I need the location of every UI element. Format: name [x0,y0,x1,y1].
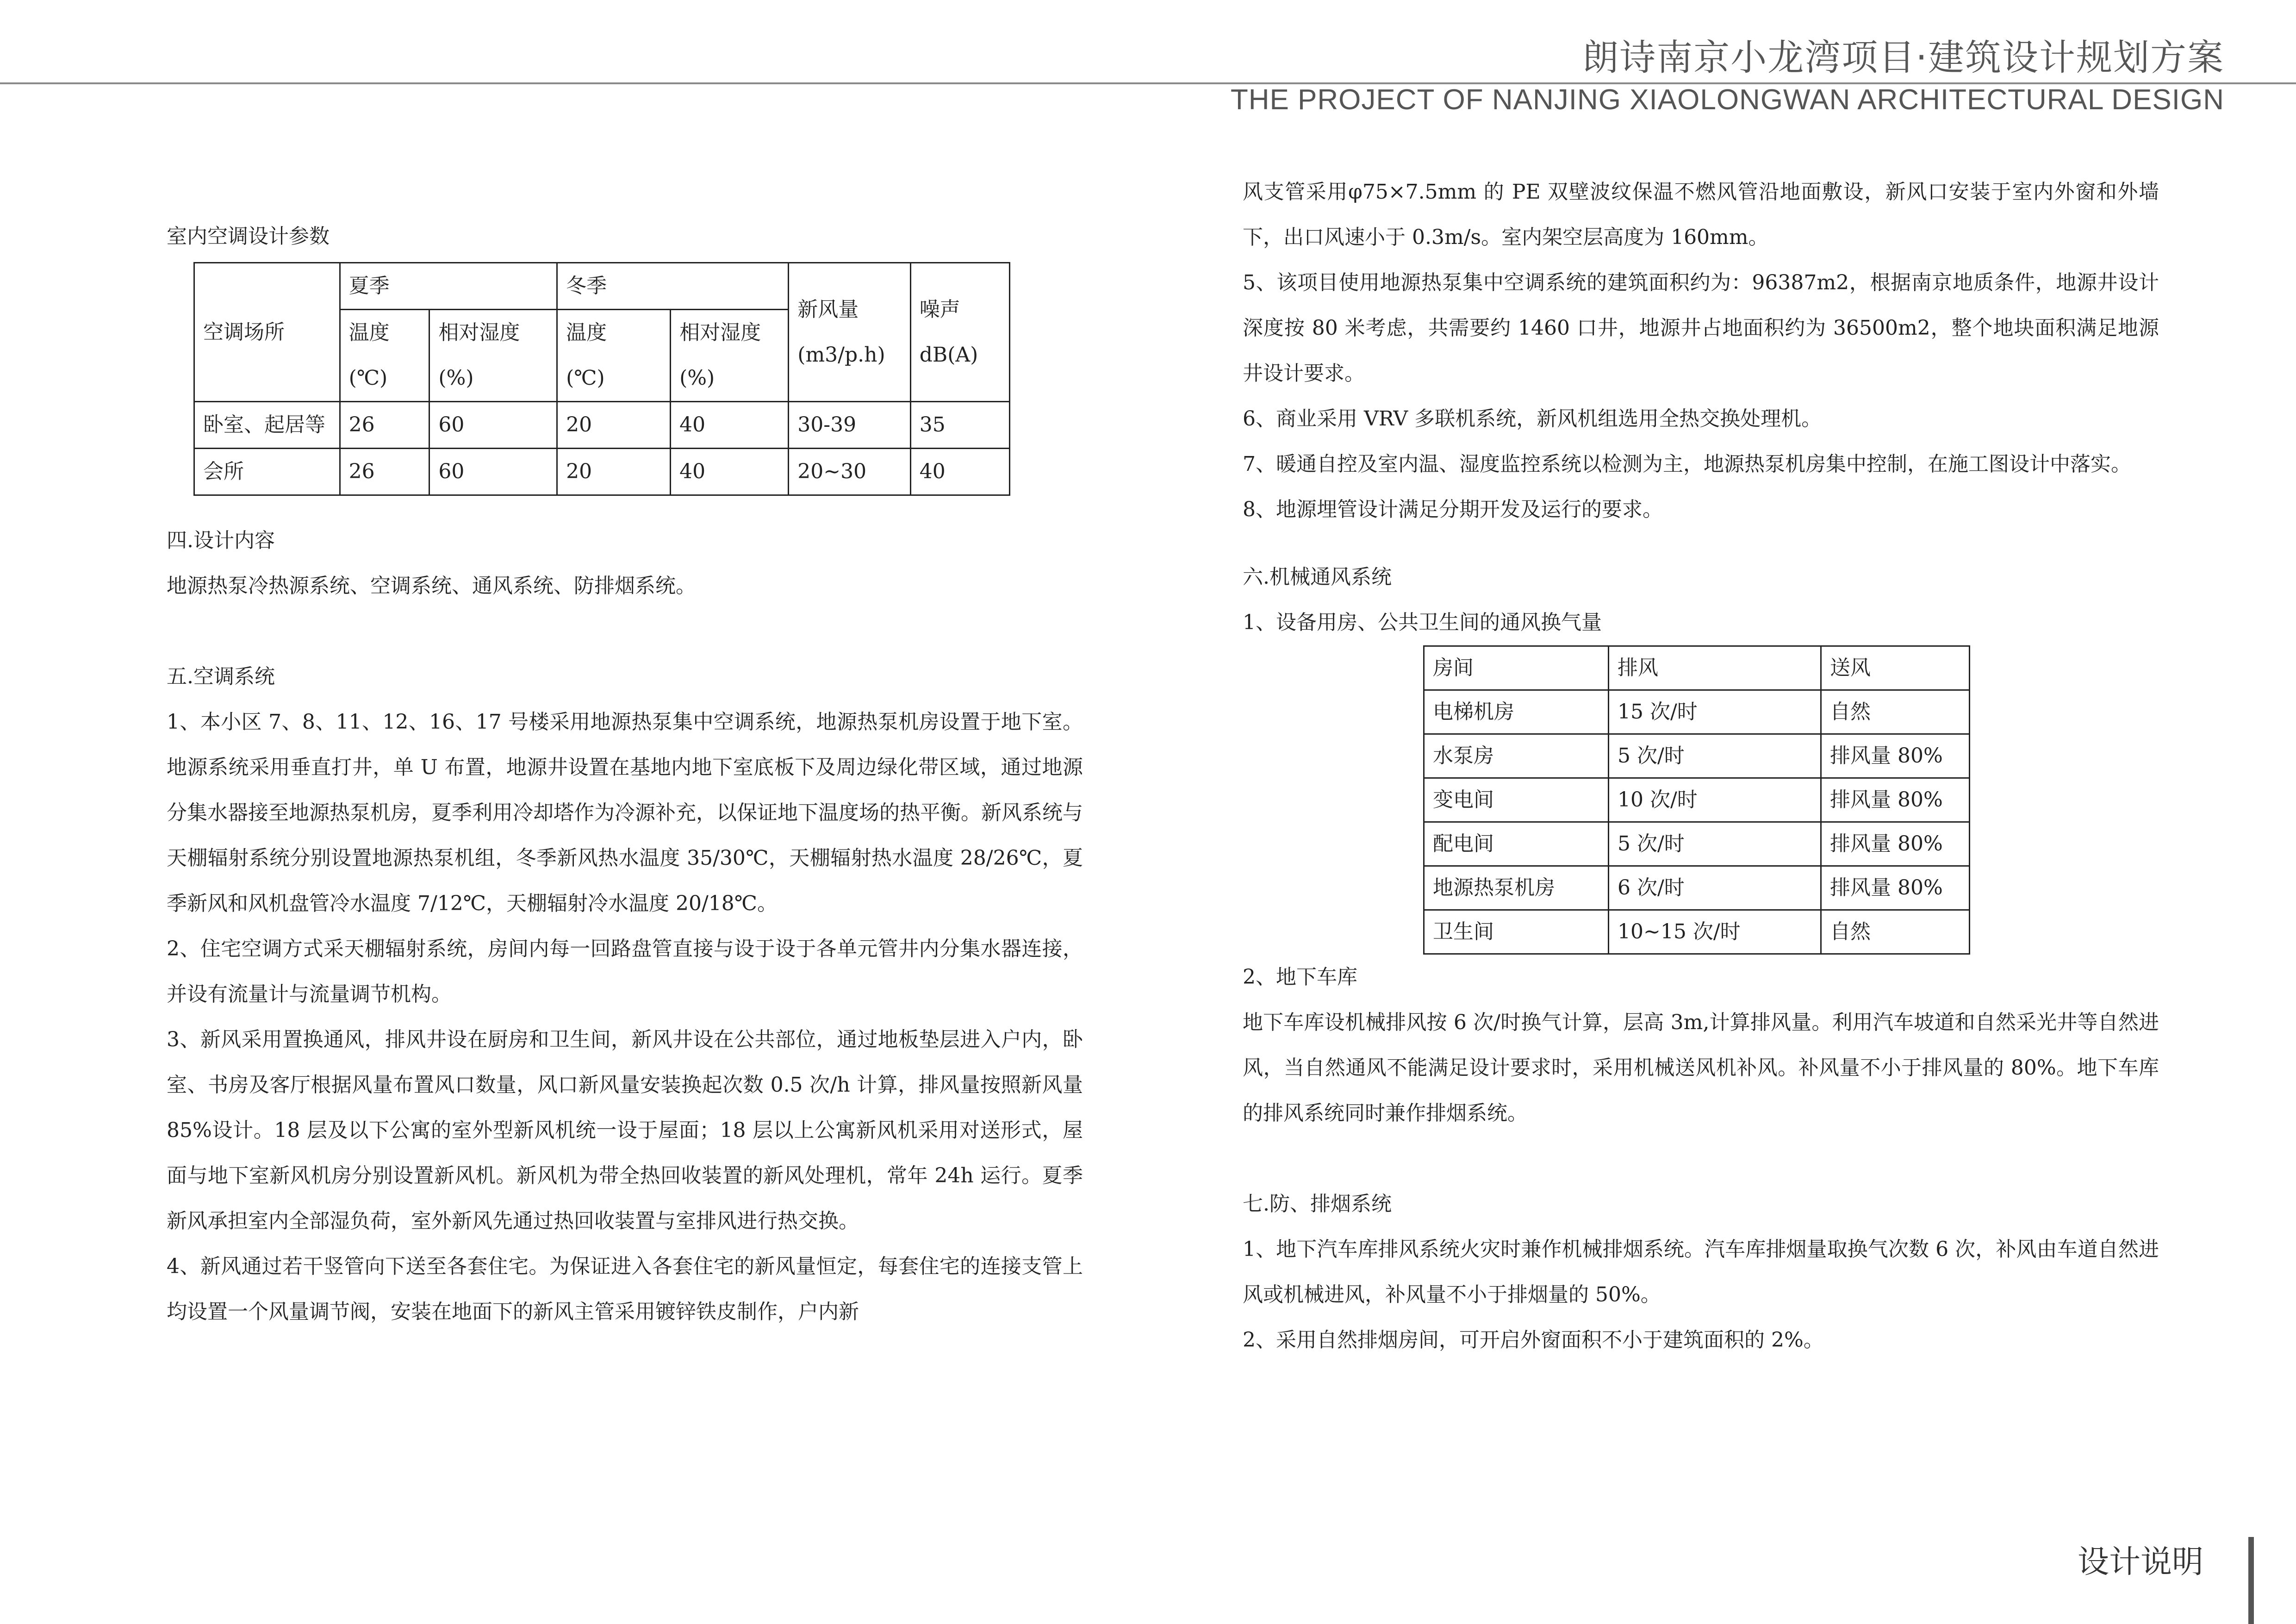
section-5-paragraph-3: 3、新风采用置换通风，排风井设在厨房和卫生间，新风井设在公共部位，通过地板垫层进入户内，卧室、书房及客厅根据风量布置风口数量，风口新风量安装换起次数 0.5 次/h 计算，排风量按照新风量 85%设计。18 层及以下公寓的室外型新风机统一设于屋面；18 层以上公寓新风机采用对送形式，屋面与地下室新风机房分别设置新风机。新风机为带全热回收装置的新风处理机，常年 24h 运行。夏季新风承担室内全部湿负荷，室外新风先通过热回收装置与室排风进行热交换。 [167,1028,1083,1233]
table-header-row [1424,646,1970,690]
section-4-title: 四.设计内容 [167,529,275,552]
table-row [194,449,1010,495]
header-exhaust: 排风 [1609,646,1821,690]
header-fresh-air-unit: (m3/p.h) [797,343,885,367]
header-supply: 送风 [1821,646,1970,690]
header-fresh-air-label: 新风量 [797,297,859,321]
temp-label: 温度 [348,321,390,344]
header-noise-label: 噪声 [919,297,960,321]
section-6-subtitle-1: 1、设备用房、公共卫生间的通风换气量 [1243,611,1602,634]
header-winter: 冬季 [557,263,789,310]
cell-winter-rh: 40 [671,402,789,449]
cell-winter-rh: 40 [671,449,789,495]
section-label: 设计说明 [2077,1544,2203,1580]
rh-label: 相对湿度 [679,321,761,344]
cell-winter-temp: 20 [557,449,671,495]
table-row [1424,734,1970,778]
header-noise [910,263,1009,402]
cell-exhaust: 5 次/时 [1609,734,1821,778]
cell-exhaust: 10 次/时 [1609,778,1821,822]
section-6-title: 六.机械通风系统 [1243,565,1392,589]
temp-unit: (℃) [348,366,388,390]
right-column [1243,169,2159,1363]
cell-room: 配电间 [1424,822,1609,866]
cell-exhaust: 5 次/时 [1609,822,1821,866]
header-fresh-air [789,263,910,402]
cell-noise: 40 [910,449,1009,495]
section-7-paragraph-1: 1、地下汽车库排风系统火灾时兼作机械排烟系统。汽车库排烟量取换气次数 6 次，补风由车道自然进风或机械进风，补风量不小于排烟量的 50%。 [1243,1237,2159,1306]
table-row [1424,910,1970,954]
table-row [194,402,1010,449]
rh-unit: (%) [679,366,715,390]
document-title: 朗诗南京小龙湾项目·建筑设计规划方案 [1582,37,2224,79]
header-summer-temp [340,310,429,402]
cell-supply: 自然 [1821,910,1970,954]
section-5-paragraph-4: 4、新风通过若干竖管向下送至各套住宅。为保证进入各套住宅的新风量恒定，每套住宅的连接支管上均设置一个风量调节阀，安装在地面下的新风主管采用镀锌铁皮制作，户内新 [167,1255,1083,1324]
cell-room: 卫生间 [1424,910,1609,954]
cell-noise: 35 [910,402,1009,449]
cell-room: 电梯机房 [1424,690,1609,734]
section-5-paragraph-6: 6、商业采用 VRV 多联机系统，新风机组选用全热交换处理机。 [1243,407,1822,431]
table-row [1424,822,1970,866]
section-5-paragraph-5: 5、该项目使用地源热泵集中空调系统的建筑面积约为：96387m2，根据南京地质条件，地源井设计深度按 80 米考虑，共需要约 1460 口井，地源井占地面积约为 36500m2，整个地块面积满足地源井设计要求。 [1243,271,2159,385]
section-7-title: 七.防、排烟系统 [1243,1192,1392,1216]
rh-label: 相对湿度 [438,321,520,344]
cell-supply: 排风量 80% [1821,866,1970,910]
cell-room: 变电间 [1424,778,1609,822]
header-place: 空调场所 [194,263,340,402]
cell-summer-rh: 60 [429,402,557,449]
cell-supply: 排风量 80% [1821,778,1970,822]
header-room: 房间 [1424,646,1609,690]
section-5-paragraph-8: 8、地源埋管设计满足分期开发及运行的要求。 [1243,498,1663,521]
section-5-paragraph-1: 1、本小区 7、8、11、12、16、17 号楼采用地源热泵集中空调系统，地源热泵机房设置于地下室。地源系统采用垂直打井，单 U 布置，地源井设置在基地内地下室底板下及周边绿化带区域，通过地源分集水器接至地源热泵机房，夏季利用冷却塔作为冷源补充，以保证地下温度场的热平衡。新风系统与天棚辐射系统分别设置地源热泵机组，冬季新风热水温度 35/30℃，天棚辐射热水温度 28/26℃，夏季新风和风机盘管冷水温度 7/12℃，天棚辐射冷水温度 20/18℃。 [167,710,1083,915]
cell-supply: 排风量 80% [1821,734,1970,778]
cell-exhaust: 6 次/时 [1609,866,1821,910]
cell-exhaust: 15 次/时 [1609,690,1821,734]
section-4-text: 地源热泵冷热源系统、空调系统、通风系统、防排烟系统。 [167,574,696,598]
table-row [1424,690,1970,734]
cell-place: 会所 [194,449,340,495]
footer-accent-bar [2248,1537,2254,1624]
table-row [1424,866,1970,910]
header-noise-unit: dB(A) [919,343,978,367]
cell-summer-rh: 60 [429,449,557,495]
cell-supply: 排风量 80% [1821,822,1970,866]
cell-fresh-air: 20~30 [789,449,910,495]
temp-label: 温度 [566,321,607,344]
ventilation-table [1423,645,1970,955]
table-row [1424,778,1970,822]
cell-exhaust: 10~15 次/时 [1609,910,1821,954]
section-5-paragraph-2: 2、住宅空调方式采天棚辐射系统，房间内每一回路盘管直接与设于设于各单元管井内分集水器连接，并设有流量计与流量调节机构。 [167,937,1083,1006]
header-summer: 夏季 [340,263,557,310]
ac-parameters-table [193,262,1010,496]
section-5-paragraph-4-continued: 风支管采用φ75×7.5mm 的 PE 双壁波纹保温不燃风管沿地面敷设，新风口安装于室内外窗和外墙下，出口风速小于 0.3m/s。室内架空层高度为 160mm。 [1243,180,2159,249]
cell-room: 地源热泵机房 [1424,866,1609,910]
section-7-paragraph-2: 2、采用自然排烟房间，可开启外窗面积不小于建筑面积的 2%。 [1243,1328,1824,1352]
cell-fresh-air: 30-39 [789,402,910,449]
header-summer-rh [429,310,557,402]
section-6-garage-text: 地下车库设机械排风按 6 次/时换气计算，层高 3m,计算排风量。利用汽车坡道和自然采光井等自然进风，当自然通风不能满足设计要求时，采用机械送风机补风。补风量不小于排风量的 80%。地下车库的排风系统同时兼作排烟系统。 [1243,1011,2159,1125]
cell-summer-temp: 26 [340,449,429,495]
document-subtitle: THE PROJECT OF NANJING XIAOLONGWAN ARCHITECTURAL DESIGN [1230,84,2224,116]
section-5-title: 五.空调系统 [167,665,275,688]
left-column [167,214,1083,1335]
rh-unit: (%) [438,366,474,390]
section-6-subtitle-2: 2、地下车库 [1243,965,1357,989]
cell-place: 卧室、起居等 [194,402,340,449]
cell-summer-temp: 26 [340,402,429,449]
section-5-paragraph-7: 7、暖通自控及室内温、湿度监控系统以检测为主，地源热泵机房集中控制，在施工图设计中落实。 [1243,452,2131,476]
temp-unit: (℃) [566,366,605,390]
cell-winter-temp: 20 [557,402,671,449]
header-winter-temp [557,310,671,402]
cell-room: 水泵房 [1424,734,1609,778]
ac-table-caption: 室内空调设计参数 [167,225,330,248]
header-winter-rh [671,310,789,402]
cell-supply: 自然 [1821,690,1970,734]
